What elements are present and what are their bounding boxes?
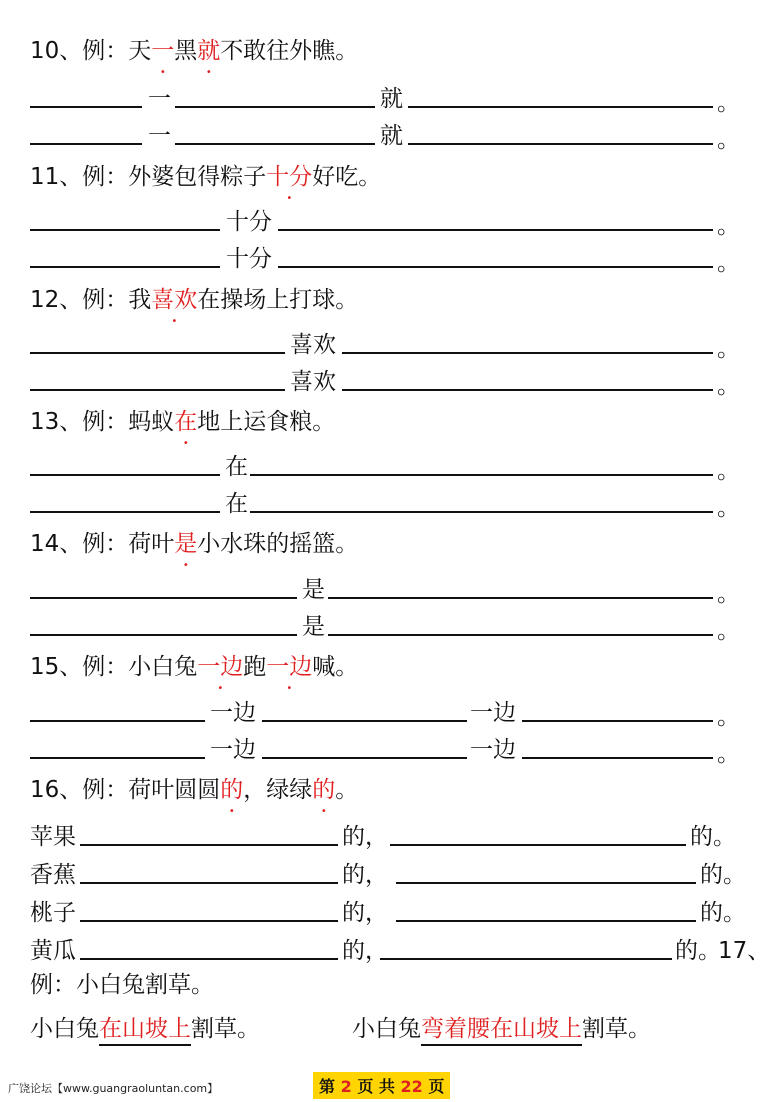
total-pages: 22	[400, 1077, 423, 1096]
blank-line[interactable]	[175, 106, 375, 108]
highlight-word: 在	[174, 409, 198, 435]
highlight-word: 一	[151, 38, 175, 64]
period: 。	[717, 250, 740, 276]
example-number: 10、例：	[30, 38, 129, 64]
blank-line[interactable]	[30, 143, 142, 145]
example-number: 16、例：	[30, 777, 129, 803]
period: 。	[717, 336, 740, 362]
given-word: 的，	[342, 900, 388, 926]
example-text: 喊。	[312, 654, 359, 680]
item-word: 香蕉	[30, 862, 76, 888]
blank-line[interactable]	[30, 634, 297, 636]
example-text: 小白兔	[128, 654, 198, 680]
example-number: 14、例：	[30, 531, 129, 557]
given-word: 就	[380, 86, 403, 112]
blank-line[interactable]	[30, 757, 205, 759]
example-text: 荷叶	[128, 531, 175, 557]
given-word: 就	[380, 123, 403, 149]
example-text: 跑	[243, 654, 267, 680]
example-14	[30, 525, 358, 558]
highlight-phrase: 在山坡上	[99, 1016, 191, 1046]
blank-line[interactable]	[30, 266, 220, 268]
example-text: 不敢往外瞧。	[220, 38, 359, 64]
example-text: 小白兔	[352, 1016, 421, 1042]
page-label: 页	[428, 1077, 445, 1096]
page-label: 页 共	[357, 1077, 395, 1096]
site-watermark: 广饶论坛【www.guangraoluntan.com】	[8, 1082, 219, 1095]
item-word: 黄瓜	[30, 938, 76, 964]
example-text: 。	[335, 777, 359, 803]
given-word: 喜欢	[290, 369, 336, 395]
blank-line[interactable]	[522, 757, 713, 759]
example-text: 小白兔	[30, 1016, 99, 1042]
given-word: 一边	[210, 700, 256, 726]
example-sentence-2	[352, 1010, 651, 1043]
blank-line[interactable]	[30, 720, 205, 722]
example-text: 黑	[174, 38, 198, 64]
blank-line[interactable]	[262, 720, 467, 722]
example-number: 13、例：	[30, 409, 129, 435]
blank-line[interactable]	[30, 106, 142, 108]
blank-line[interactable]	[80, 920, 338, 922]
given-word: 的，	[342, 824, 388, 850]
blank-line[interactable]	[30, 352, 285, 354]
given-word: 的，	[342, 938, 388, 964]
example-13	[30, 403, 335, 436]
example-number: 17、	[718, 938, 771, 964]
example-text: 在操场上打球。	[197, 287, 359, 313]
example-text: 小水珠的摇篮。	[197, 531, 359, 557]
example-text: 割草。	[191, 1016, 260, 1042]
highlight-phrase: 弯着腰在山坡上	[421, 1016, 582, 1046]
blank-line[interactable]	[175, 143, 375, 145]
given-word: 十分	[226, 246, 272, 272]
blank-line[interactable]	[342, 389, 713, 391]
blank-line[interactable]	[30, 389, 285, 391]
example-text: 我	[128, 287, 152, 313]
period: 。	[717, 704, 740, 730]
example-17	[30, 966, 214, 999]
blank-line[interactable]	[328, 634, 713, 636]
given-word: 一	[148, 123, 171, 149]
blank-line[interactable]	[408, 143, 713, 145]
item-word: 桃子	[30, 900, 76, 926]
given-word: 十分	[226, 209, 272, 235]
blank-line[interactable]	[30, 229, 220, 231]
blank-line[interactable]	[262, 757, 467, 759]
given-word: 的。	[700, 900, 746, 926]
given-word: 一	[148, 86, 171, 112]
highlight-word: 就	[197, 38, 221, 64]
highlight-word: 一边	[266, 654, 313, 680]
example-number: 15、例：	[30, 654, 129, 680]
given-word: 一边	[470, 737, 516, 763]
example-text: ，绿绿	[243, 777, 313, 803]
blank-line[interactable]	[278, 266, 713, 268]
blank-line[interactable]	[380, 958, 672, 960]
example-16	[30, 771, 358, 804]
example-text: 蚂蚁	[128, 409, 175, 435]
example-15	[30, 648, 358, 681]
blank-line[interactable]	[80, 958, 338, 960]
example-10	[30, 32, 358, 65]
period: 。	[717, 495, 740, 521]
blank-line[interactable]	[522, 720, 713, 722]
example-number: 例：	[30, 972, 76, 998]
given-word: 喜欢	[290, 332, 336, 358]
given-word: 的。	[700, 862, 746, 888]
highlight-word: 是	[174, 531, 198, 557]
given-word: 一边	[210, 737, 256, 763]
blank-line[interactable]	[80, 844, 338, 846]
highlight-word: 十分	[266, 164, 313, 190]
blank-line[interactable]	[30, 474, 220, 476]
example-text: 外婆包得粽子	[128, 164, 267, 190]
highlight-word: 的	[312, 777, 336, 803]
current-page: 2	[340, 1077, 352, 1096]
blank-line[interactable]	[250, 474, 713, 476]
period: 。	[717, 581, 740, 607]
page-indicator	[313, 1072, 450, 1099]
example-text: 割草。	[582, 1016, 651, 1042]
blank-line[interactable]	[408, 106, 713, 108]
blank-line[interactable]	[390, 844, 686, 846]
page-label: 第	[319, 1077, 336, 1096]
period: 。	[717, 618, 740, 644]
given-word: 的。	[675, 938, 721, 964]
item-word: 苹果	[30, 824, 76, 850]
given-word: 一边	[470, 700, 516, 726]
example-11	[30, 158, 381, 191]
highlight-word: 的	[220, 777, 244, 803]
blank-line[interactable]	[30, 597, 297, 599]
blank-line[interactable]	[80, 882, 338, 884]
given-word: 在	[225, 491, 248, 517]
given-word: 是	[302, 614, 325, 640]
period: 。	[717, 741, 740, 767]
example-text: 荷叶圆圆	[128, 777, 221, 803]
period: 。	[717, 213, 740, 239]
example-text: 天	[128, 38, 152, 64]
highlight-word: 喜欢	[151, 287, 198, 313]
blank-line[interactable]	[278, 229, 713, 231]
period: 。	[717, 90, 740, 116]
example-12	[30, 281, 358, 314]
example-text: 小白兔割草。	[76, 972, 214, 998]
example-number: 11、例：	[30, 164, 129, 190]
highlight-word: 一边	[197, 654, 244, 680]
blank-line[interactable]	[396, 920, 696, 922]
example-number: 12、例：	[30, 287, 129, 313]
given-word: 是	[302, 577, 325, 603]
blank-line[interactable]	[30, 511, 220, 513]
given-word: 的。	[690, 824, 736, 850]
example-text: 地上运食粮。	[197, 409, 336, 435]
given-word: 在	[225, 454, 248, 480]
period: 。	[717, 127, 740, 153]
period: 。	[717, 458, 740, 484]
example-text: 好吃。	[312, 164, 382, 190]
blank-line[interactable]	[396, 882, 696, 884]
blank-line[interactable]	[328, 597, 713, 599]
period: 。	[717, 373, 740, 399]
example-sentence-1	[30, 1010, 260, 1043]
blank-line[interactable]	[250, 511, 713, 513]
blank-line[interactable]	[342, 352, 713, 354]
given-word: 的，	[342, 862, 388, 888]
